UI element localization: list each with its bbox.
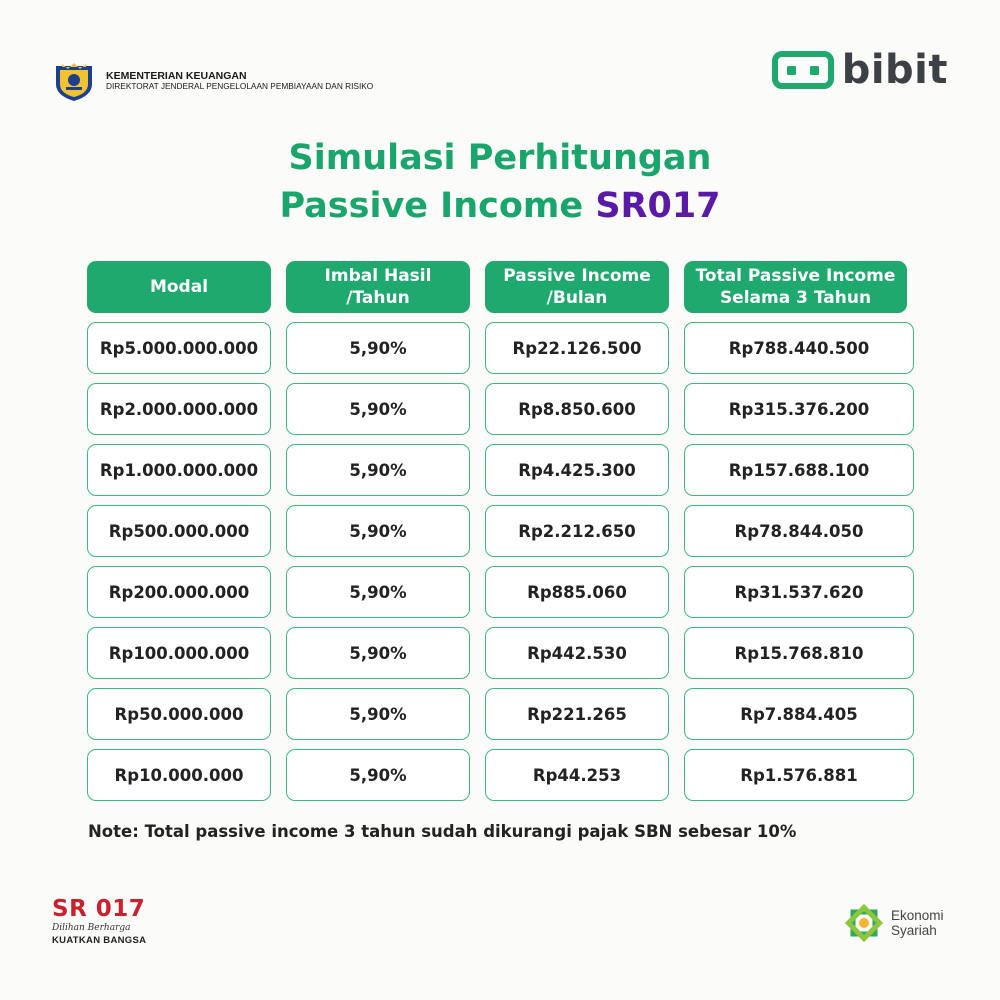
sr017-brand xyxy=(52,898,146,946)
header-modal: Modal xyxy=(87,261,271,313)
cell-modal: Rp10.000.000 xyxy=(87,749,271,801)
kemenkeu-emblem-icon xyxy=(50,60,98,102)
title-accent: SR017 xyxy=(595,186,721,226)
eko-line-2: Syariah xyxy=(891,923,937,938)
income-table xyxy=(87,261,913,810)
ministry-name: KEMENTERIAN KEUANGAN xyxy=(106,70,247,83)
cell-monthly: Rp442.530 xyxy=(485,627,669,679)
table-body xyxy=(87,322,913,801)
cell-imbal: 5,90% xyxy=(286,505,470,557)
cell-imbal: 5,90% xyxy=(286,383,470,435)
cell-monthly: Rp885.060 xyxy=(485,566,669,618)
cell-monthly: Rp44.253 xyxy=(485,749,669,801)
sr-tagline: KUATKAN BANGSA xyxy=(52,935,147,946)
cell-imbal: 5,90% xyxy=(286,749,470,801)
title-line-1: Simulasi Perhitungan xyxy=(288,138,712,178)
table-header xyxy=(87,261,913,313)
ekonomi-syariah-brand xyxy=(843,902,944,944)
cell-monthly: Rp22.126.500 xyxy=(485,322,669,374)
cell-total: Rp15.768.810 xyxy=(684,627,914,679)
cell-imbal: 5,90% xyxy=(286,322,470,374)
sr-code: SR 017 xyxy=(52,896,146,922)
header-passive-bulan-label: Passive Income /Bulan xyxy=(503,266,651,308)
cell-modal: Rp5.000.000.000 xyxy=(87,322,271,374)
cell-total: Rp315.376.200 xyxy=(684,383,914,435)
cell-imbal: 5,90% xyxy=(286,627,470,679)
table-row xyxy=(87,627,913,679)
cell-total: Rp788.440.500 xyxy=(684,322,914,374)
cell-monthly: Rp2.212.650 xyxy=(485,505,669,557)
ekonomi-syariah-star-icon xyxy=(843,902,885,944)
table-row xyxy=(87,322,913,374)
sr-script: Dilihan Berharga xyxy=(52,923,131,933)
app-brand xyxy=(772,47,948,93)
cell-imbal: 5,90% xyxy=(286,688,470,740)
table-row xyxy=(87,444,913,496)
ministry-brand xyxy=(50,60,373,102)
cell-modal: Rp200.000.000 xyxy=(87,566,271,618)
header-total-passive-label: Total Passive Income Selama 3 Tahun xyxy=(695,266,896,308)
ministry-subtitle: DIREKTORAT JENDERAL PENGELOLAAN PEMBIAYAAN DAN RISIKO xyxy=(106,81,374,92)
title-line-2-prefix: Passive Income xyxy=(279,186,596,226)
cell-modal: Rp500.000.000 xyxy=(87,505,271,557)
cell-total: Rp7.884.405 xyxy=(684,688,914,740)
header-imbal-hasil-label: Imbal Hasil /Tahun xyxy=(324,266,432,308)
cell-total: Rp31.537.620 xyxy=(684,566,914,618)
header-imbal-hasil xyxy=(286,261,470,313)
title-line-2 xyxy=(0,182,1000,230)
cell-monthly: Rp4.425.300 xyxy=(485,444,669,496)
cell-monthly: Rp8.850.600 xyxy=(485,383,669,435)
table-row xyxy=(87,566,913,618)
cell-imbal: 5,90% xyxy=(286,444,470,496)
page-title xyxy=(0,134,1000,230)
cell-total: Rp78.844.050 xyxy=(684,505,914,557)
cell-modal: Rp1.000.000.000 xyxy=(87,444,271,496)
cell-modal: Rp100.000.000 xyxy=(87,627,271,679)
cell-modal: Rp50.000.000 xyxy=(87,688,271,740)
cell-total: Rp157.688.100 xyxy=(684,444,914,496)
table-row xyxy=(87,383,913,435)
app-name: bibit xyxy=(841,47,948,93)
cell-monthly: Rp221.265 xyxy=(485,688,669,740)
table-row xyxy=(87,688,913,740)
cell-total: Rp1.576.881 xyxy=(684,749,914,801)
header-passive-bulan xyxy=(485,261,669,313)
bibit-logo-icon xyxy=(772,51,834,89)
cell-modal: Rp2.000.000.000 xyxy=(87,383,271,435)
header-total-passive xyxy=(684,261,907,313)
table-row xyxy=(87,749,913,801)
cell-imbal: 5,90% xyxy=(286,566,470,618)
tax-note: Note: Total passive income 3 tahun sudah dikurangi pajak SBN sebesar 10% xyxy=(88,822,797,841)
table-row xyxy=(87,505,913,557)
eko-line-1: Ekonomi xyxy=(891,908,944,923)
